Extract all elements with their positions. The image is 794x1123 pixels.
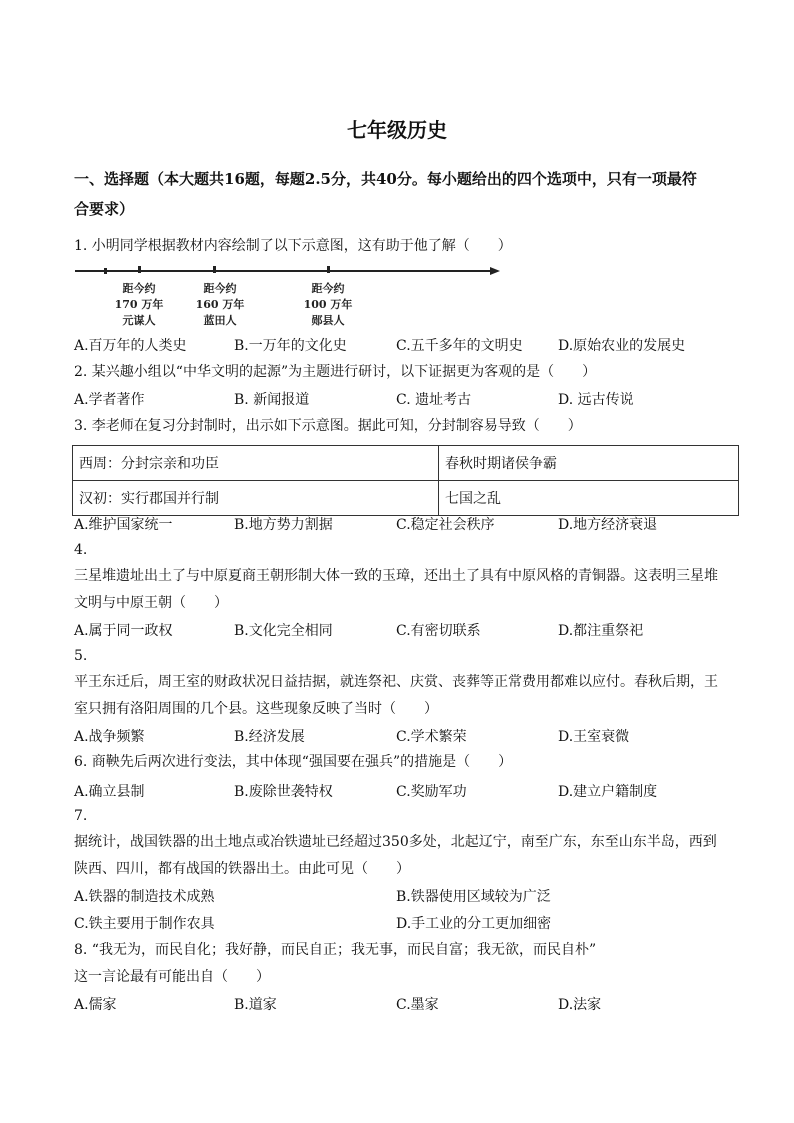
q3-table bbox=[72, 445, 739, 516]
q8-options bbox=[74, 994, 734, 1014]
q6-option-b[interactable]: B.废除世袭特权 bbox=[234, 784, 333, 800]
timeline-tick-yuanmou bbox=[138, 266, 141, 273]
timeline-label-1-line1: 距今约 bbox=[122, 282, 156, 295]
q5-stem-line1: 平王东迁后，周王室的财政状况日益拮据，就连祭祀、庆赏、丧葬等正常费用都难以应付。春秋后期，王 bbox=[74, 674, 718, 690]
q8-option-c[interactable]: C.墨家 bbox=[396, 997, 439, 1013]
table-cell: 春秋时期诸侯争霸 bbox=[439, 446, 739, 481]
q7-options-row2 bbox=[74, 913, 734, 933]
timeline-label-3-line1: 距今约 bbox=[311, 282, 345, 295]
q6-option-a[interactable]: A.确立县制 bbox=[74, 784, 145, 800]
table-cell: 汉初：实行郡国并行制 bbox=[73, 481, 439, 516]
q4-option-a[interactable]: A.属于同一政权 bbox=[74, 623, 173, 639]
table-cell: 七国之乱 bbox=[439, 481, 739, 516]
q4-option-b[interactable]: B.文化完全相同 bbox=[234, 623, 333, 639]
table-cell: 西周：分封宗亲和功臣 bbox=[73, 446, 439, 481]
page-title: 七年级历史 bbox=[347, 118, 447, 142]
q7-option-a[interactable]: A.铁器的制造技术成熟 bbox=[74, 889, 215, 905]
q1-options bbox=[74, 335, 734, 355]
q5-option-b[interactable]: B.经济发展 bbox=[234, 729, 305, 745]
q1-option-d[interactable]: D.原始农业的发展史 bbox=[558, 338, 686, 354]
section-heading bbox=[74, 164, 724, 224]
q1-timeline-diagram bbox=[72, 262, 512, 332]
timeline-label-3-line3: 郧县人 bbox=[311, 314, 345, 327]
q2-stem: 2. 某兴趣小组以“中华文明的起源”为主题进行研讨，以下证据更为客观的是（ ） bbox=[74, 364, 597, 380]
q5-stem-line2: 室只拥有洛阳周围的几个县。这些现象反映了当时（ ） bbox=[74, 701, 438, 717]
q2-option-b[interactable]: B. 新闻报道 bbox=[234, 392, 310, 408]
q8-option-d[interactable]: D.法家 bbox=[558, 997, 602, 1013]
section-heading-line1: 一、选择题（本大题共16题，每题2.5分，共40分。每小题给出的四个选项中，只有一项最符 bbox=[74, 170, 697, 188]
q5-number: 5. bbox=[74, 648, 88, 664]
q4-option-d[interactable]: D.都注重祭祀 bbox=[558, 623, 644, 639]
q3-options bbox=[74, 514, 734, 534]
q7-options-row1 bbox=[74, 886, 734, 906]
timeline-label-2-line2: 160 万年 bbox=[195, 298, 245, 311]
table-row bbox=[73, 481, 739, 516]
q1-option-b[interactable]: B.一万年的文化史 bbox=[234, 338, 347, 354]
q2-options bbox=[74, 389, 734, 409]
q7-stem-line2: 陕西、四川，都有战国的铁器出土。由此可见（ ） bbox=[74, 861, 410, 877]
q3-option-b[interactable]: B.地方势力割据 bbox=[234, 517, 333, 533]
q5-option-a[interactable]: A.战争频繁 bbox=[74, 729, 145, 745]
timeline-label-2-line3: 蓝田人 bbox=[203, 314, 237, 327]
q4-options bbox=[74, 620, 734, 640]
q7-option-b[interactable]: B.铁器使用区域较为广泛 bbox=[396, 889, 551, 905]
q7-option-c[interactable]: C.铁主要用于制作农具 bbox=[74, 916, 215, 932]
q6-option-d[interactable]: D.建立户籍制度 bbox=[558, 784, 658, 800]
q8-stem-line2: 这一言论最有可能出自（ ） bbox=[74, 969, 270, 985]
timeline-label-3-line2: 100 万年 bbox=[303, 298, 353, 311]
timeline-label-1-line3: 元谋人 bbox=[122, 314, 156, 327]
q3-option-d[interactable]: D.地方经济衰退 bbox=[558, 517, 658, 533]
q1-option-c[interactable]: C.五千多年的文明史 bbox=[396, 338, 523, 354]
q7-number: 7. bbox=[74, 808, 88, 824]
timeline-tick-yunxian bbox=[327, 266, 330, 273]
q6-option-c[interactable]: C.奖励军功 bbox=[396, 784, 467, 800]
q7-option-d[interactable]: D.手工业的分工更加细密 bbox=[396, 916, 552, 932]
q3-stem: 3. 李老师在复习分封制时，出示如下示意图。据此可知，分封制容易导致（ ） bbox=[74, 418, 582, 434]
timeline-start-marker bbox=[104, 268, 107, 274]
q8-stem-line1: 8. “我无为，而民自化；我好静，而民自正；我无事，而民自富；我无欲，而民自朴” bbox=[74, 942, 597, 958]
q8-option-b[interactable]: B.道家 bbox=[234, 997, 277, 1013]
timeline-arrow-head bbox=[490, 267, 500, 275]
q8-option-a[interactable]: A.儒家 bbox=[74, 997, 117, 1013]
q4-stem-line2: 文明与中原王朝（ ） bbox=[74, 595, 228, 611]
q7-stem-line1: 据统计，战国铁器的出土地点或冶铁遗址已经超过350多处，北起辽宁，南至广东，东至山东半岛，西到 bbox=[74, 834, 717, 850]
q6-stem: 6. 商鞅先后两次进行变法，其中体现“强国要在强兵”的措施是（ ） bbox=[74, 754, 513, 770]
q3-option-c[interactable]: C.稳定社会秩序 bbox=[396, 517, 495, 533]
q2-option-c[interactable]: C. 遗址考古 bbox=[396, 392, 472, 408]
q5-option-c[interactable]: C.学术繁荣 bbox=[396, 729, 467, 745]
q6-options bbox=[74, 781, 734, 801]
q2-option-a[interactable]: A.学者著作 bbox=[74, 392, 145, 408]
q3-option-a[interactable]: A.维护国家统一 bbox=[74, 517, 173, 533]
q4-stem-line1: 三星堆遗址出土了与中原夏商王朝形制大体一致的玉璋，还出土了具有中原风格的青铜器。这表明三星堆 bbox=[74, 568, 718, 584]
section-heading-line2: 合要求） bbox=[74, 200, 135, 218]
q5-option-d[interactable]: D.王室衰微 bbox=[558, 729, 630, 745]
table-row bbox=[73, 446, 739, 481]
q2-option-d[interactable]: D. 远古传说 bbox=[558, 392, 634, 408]
q4-number: 4. bbox=[74, 542, 88, 558]
timeline-tick-lantian bbox=[213, 266, 216, 273]
q1-option-a[interactable]: A.百万年的人类史 bbox=[74, 338, 187, 354]
q1-stem: 1. 小明同学根据教材内容绘制了以下示意图，这有助于他了解（ ） bbox=[74, 238, 512, 254]
q4-option-c[interactable]: C.有密切联系 bbox=[396, 623, 481, 639]
timeline-label-1-line2: 170 万年 bbox=[114, 298, 164, 311]
q5-options bbox=[74, 726, 734, 746]
timeline-label-2-line1: 距今约 bbox=[203, 282, 237, 295]
